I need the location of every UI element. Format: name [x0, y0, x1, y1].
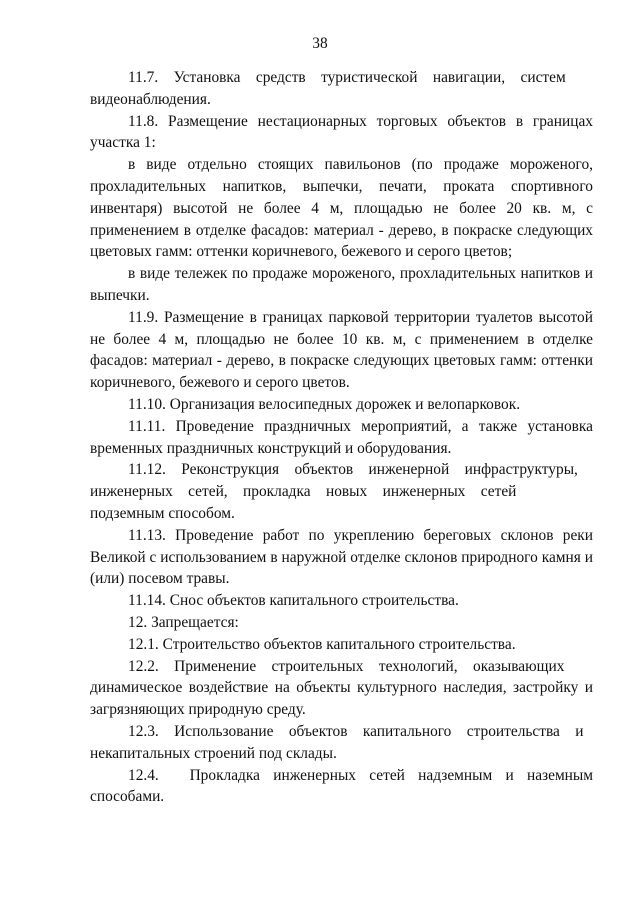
paragraph-12: 12. Запрещается:	[128, 613, 239, 631]
paragraph-11-12: 11.12. Реконструкция объектов инженерной инфраструктуры, инженерных сетей, прокладка новых инженерных сетей подземным способом.	[90, 461, 578, 522]
paragraph-12-2: 12.2. Применение строительных технологий, оказывающих динамическое воздействие на объекты культурного наследия, застройку и загрязняющих природную среду.	[90, 657, 593, 719]
paragraph-11-9: 11.9. Размещение в границах парковой территории туалетов высотой не более 4 м, площадью не более 10 кв. м, с применением в отделке фасадов: материал - дерево, в покраске следующих цветовых гамм: оттенки коричневого, бежевого и серого цветов.	[90, 308, 593, 392]
paragraph-12-1: 12.1. Строительство объектов капитального строительства.	[128, 635, 516, 653]
paragraph-11-8: 11.8. Размещение нестационарных торговых объектов в границах участка 1:	[90, 112, 593, 152]
paragraph-11-10: 11.10. Организация велосипедных дорожек и велопарковок.	[128, 395, 521, 413]
paragraph-11-13: 11.13. Проведение работ по укреплению береговых склонов реки Великой с использованием в наружной отделке склонов природного камня и (или) посевом травы.	[90, 526, 593, 588]
paragraph-11-11: 11.11. Проведение праздничных мероприятий, а также установка временных праздничных конструкций и оборудования.	[90, 417, 593, 457]
document-body	[90, 67, 593, 808]
paragraph-11-7: 11.7. Установка средств туристической навигации, систем видеонаблюдения.	[90, 69, 566, 108]
paragraph-11-8-carts: в виде тележек по продаже мороженого, прохладительных напитков и выпечки.	[90, 265, 593, 304]
page-number: 38	[312, 35, 328, 52]
paragraph-12-4: 12.4. Прокладка инженерных сетей надземным и наземным способами.	[90, 766, 593, 806]
paragraph-11-14: 11.14. Снос объектов капитального строительства.	[128, 592, 459, 610]
paragraph-11-8-pavilions: в виде отдельно стоящих павильонов (по продаже мороженого, прохладительных напитков, выпечки, печати, проката спортивного инвентаря) высотой не более 4 м, площадью не более 20 кв. м, с применением в отделке фасадов: материал - дерево, в покраске следующих цветовых гамм: оттенки коричневого, бежевого и серого цветов;	[90, 156, 593, 261]
paragraph-12-3: 12.3. Использование объектов капитального строительства и некапитальных строений под склады.	[90, 722, 584, 762]
